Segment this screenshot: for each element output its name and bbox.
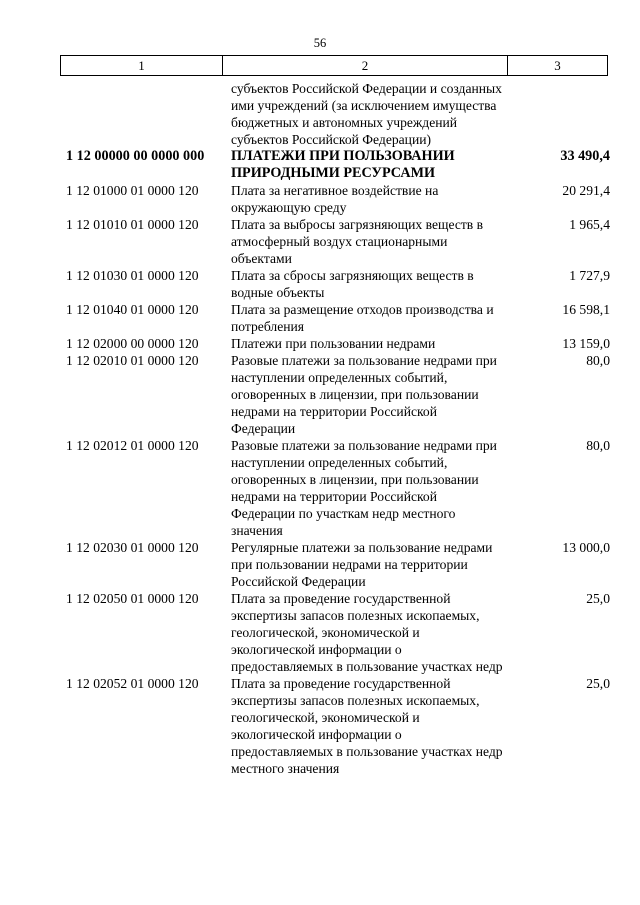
row-value: 80,0 — [586, 438, 610, 453]
row-code: 1 12 02052 01 0000 120 — [66, 676, 199, 691]
table-row — [66, 675, 610, 777]
row-code: 1 12 01010 01 0000 120 — [66, 217, 199, 232]
table-header — [60, 55, 608, 76]
header-col-3: 3 — [554, 57, 561, 73]
header-col-2: 2 — [223, 56, 508, 75]
row-name: Разовые платежи за пользование недрами при наступлении определенных событий, оговоренных в лицензии, при пользовании недрами на территории Российской Федерации по участкам недр местного значения — [231, 438, 497, 538]
row-value: 80,0 — [586, 353, 610, 368]
row-name: Плата за выбросы загрязняющих веществ в атмосферный воздух стационарными объектами — [231, 217, 484, 266]
row-value: 16 598,1 — [562, 302, 610, 317]
row-name: субъектов Российской Федерации и созданных ими учреждений (за исключением имущества бюджетных и автономных учреждений субъектов Российской Федерации) — [231, 81, 502, 147]
row-code: 1 12 02010 01 0000 120 — [66, 353, 199, 368]
table-row — [66, 182, 610, 216]
row-value: 33 490,4 — [560, 148, 610, 164]
row-code: 1 12 02030 01 0000 120 — [66, 540, 199, 555]
row-value: 25,0 — [586, 591, 610, 606]
table-row — [66, 216, 610, 267]
row-value: 13 159,0 — [562, 336, 610, 351]
table-row — [66, 335, 610, 352]
row-name: Разовые платежи за пользование недрами при наступлении определенных событий, оговоренных в лицензии, при пользовании недрами на территории Российской Федерации — [231, 353, 497, 436]
row-name: Плата за сбросы загрязняющих веществ в водные объекты — [231, 268, 474, 300]
table-row — [66, 437, 610, 539]
row-code: 1 12 01040 01 0000 120 — [66, 302, 199, 317]
table-row — [66, 301, 610, 335]
row-value: 1 965,4 — [569, 217, 610, 232]
row-name: Платежи при пользовании недрами — [231, 336, 436, 351]
table-body — [66, 80, 610, 777]
table-row — [66, 539, 610, 590]
table-row — [66, 80, 610, 148]
row-code: 1 12 02012 01 0000 120 — [66, 438, 199, 453]
row-name: Регулярные платежи за пользование недрами при пользовании недрами на территории Российской Федерации — [231, 540, 493, 589]
row-value: 25,0 — [586, 676, 610, 691]
table-row — [66, 352, 610, 437]
row-code: 1 12 02050 01 0000 120 — [66, 591, 199, 606]
row-code: 1 12 00000 00 0000 000 — [66, 148, 205, 164]
row-name: ПЛАТЕЖИ ПРИ ПОЛЬЗОВАНИИ ПРИРОДНЫМИ РЕСУРСАМИ — [231, 148, 455, 181]
row-value — [503, 80, 610, 148]
row-code: 1 12 02000 00 0000 120 — [66, 336, 199, 351]
row-value: 1 727,9 — [569, 268, 610, 283]
row-name: Плата за размещение отходов производства и потребления — [231, 302, 494, 334]
page-number: 56 — [313, 36, 327, 50]
row-value: 20 291,4 — [562, 183, 610, 198]
table-row-section-total — [66, 148, 610, 182]
row-code: 1 12 01000 01 0000 120 — [66, 183, 199, 198]
header-col-1: 1 — [61, 56, 223, 75]
row-value: 13 000,0 — [562, 540, 610, 555]
table-row — [66, 590, 610, 675]
row-name: Плата за негативное воздействие на окружающую среду — [231, 183, 439, 215]
row-name: Плата за проведение государственной экспертизы запасов полезных ископаемых, геологической, экономической и экологической информации о предоставляемых в пользование участках недр — [231, 591, 503, 674]
row-name: Плата за проведение государственной экспертизы запасов полезных ископаемых, геологической, экономической и экологической информации о предоставляемых в пользование участках недр местного значения — [231, 676, 503, 776]
table-row — [66, 267, 610, 301]
row-code — [66, 80, 231, 148]
row-code: 1 12 01030 01 0000 120 — [66, 268, 199, 283]
